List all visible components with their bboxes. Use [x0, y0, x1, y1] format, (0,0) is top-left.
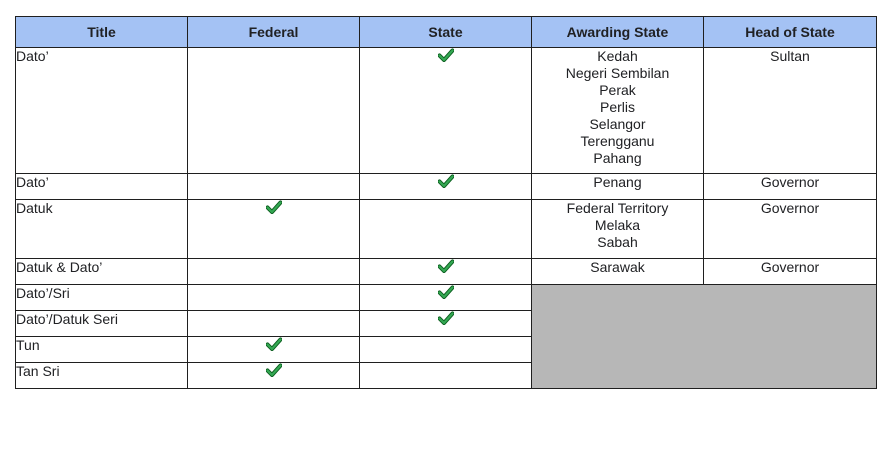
empty-grey-area [532, 285, 877, 389]
federal-cell [188, 363, 360, 389]
federal-cell [188, 311, 360, 337]
title-cell: Dato’/Datuk Seri [16, 311, 188, 337]
titles-table [15, 16, 877, 389]
table-row [16, 200, 877, 259]
awarding-state-cell [532, 200, 704, 259]
title-cell: Tan Sri [16, 363, 188, 389]
check-icon [438, 259, 454, 273]
header-row [16, 17, 877, 48]
awarding-state-cell [532, 48, 704, 174]
awarding-state-cell [532, 259, 704, 285]
title-cell: Tun [16, 337, 188, 363]
awarding-state-name: Perak [599, 82, 636, 98]
check-icon [438, 174, 454, 188]
awarding-state-name: Federal Territory [566, 200, 669, 216]
table-row [16, 174, 877, 200]
head-of-state-cell: Governor [704, 200, 877, 259]
federal-cell [188, 285, 360, 311]
header-awarding-state: Awarding State [532, 17, 704, 48]
title-cell: Datuk [16, 200, 188, 259]
header-title: Title [16, 17, 188, 48]
awarding-state-name: Melaka [594, 217, 641, 233]
check-icon [266, 200, 282, 214]
federal-cell [188, 337, 360, 363]
awarding-state-name: Kedah [597, 48, 638, 64]
table-row [16, 285, 877, 311]
state-cell [360, 337, 532, 363]
title-cell: Dato’ [16, 48, 188, 174]
state-cell [360, 311, 532, 337]
state-cell [360, 285, 532, 311]
head-of-state-cell: Governor [704, 259, 877, 285]
check-icon [438, 311, 454, 325]
header-state: State [360, 17, 532, 48]
check-icon [438, 285, 454, 299]
federal-cell [188, 48, 360, 174]
federal-cell [188, 259, 360, 285]
awarding-state-name: Perlis [599, 99, 635, 115]
state-cell [360, 200, 532, 259]
awarding-state-name: Negeri Sembilan [565, 65, 670, 81]
state-cell [360, 259, 532, 285]
title-cell: Dato’ [16, 174, 188, 200]
awarding-state-name: Selangor [589, 116, 646, 132]
title-cell: Dato’/Sri [16, 285, 188, 311]
state-cell [360, 174, 532, 200]
title-cell: Datuk & Dato’ [16, 259, 188, 285]
head-of-state-cell: Governor [704, 174, 877, 200]
head-of-state-cell: Sultan [704, 48, 877, 174]
check-icon [438, 48, 454, 62]
table-row [16, 259, 877, 285]
federal-cell [188, 174, 360, 200]
check-icon [266, 363, 282, 377]
header-head-of-state: Head of State [704, 17, 877, 48]
table-row [16, 48, 877, 174]
awarding-state-name: Sarawak [590, 259, 645, 275]
header-federal: Federal [188, 17, 360, 48]
awarding-state-name: Pahang [593, 150, 642, 166]
state-cell [360, 48, 532, 174]
awarding-state-name: Sabah [597, 234, 638, 250]
awarding-state-cell [532, 174, 704, 200]
federal-cell [188, 200, 360, 259]
check-icon [266, 337, 282, 351]
awarding-state-name: Terengganu [580, 133, 655, 149]
state-cell [360, 363, 532, 389]
awarding-state-name: Penang [593, 174, 642, 190]
